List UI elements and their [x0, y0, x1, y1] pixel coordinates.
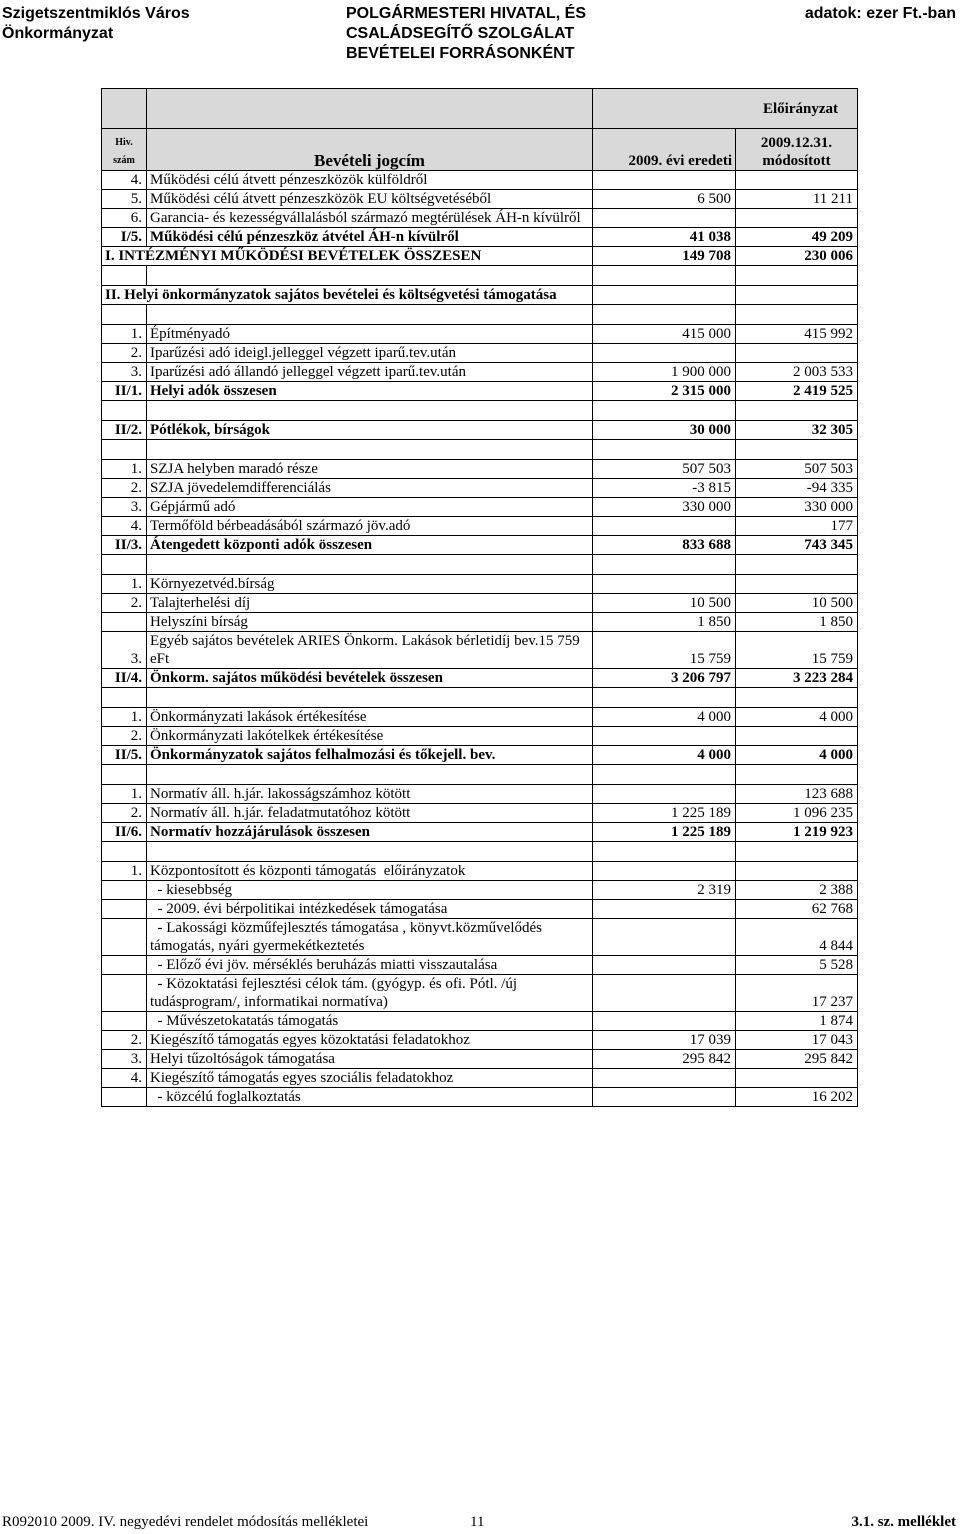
row-original-value [593, 286, 736, 305]
row-title: Pótlékok, bírságok [147, 421, 593, 440]
row-original-value [593, 862, 736, 881]
table-row [102, 785, 858, 804]
row-number: 2. [102, 344, 147, 363]
table-row [102, 708, 858, 727]
row-number: 1. [102, 575, 147, 594]
row-modified-value: 5 528 [736, 956, 858, 975]
table-row [102, 325, 858, 344]
row-title: Normatív hozzájárulások összesen [147, 823, 593, 842]
row-title: Építményadó [147, 325, 593, 344]
row-number [102, 1088, 147, 1107]
row-original-value: 1 850 [593, 613, 736, 632]
row-number: 3. [102, 498, 147, 517]
row-number [102, 401, 147, 421]
row-modified-value: 16 202 [736, 1088, 858, 1107]
header-hiv-szam: Hiv. szám [102, 129, 147, 171]
row-number [102, 919, 147, 956]
row-title [147, 401, 593, 421]
row-number: 2. [102, 1031, 147, 1050]
table-row [102, 536, 858, 555]
row-modified-value: 1 850 [736, 613, 858, 632]
table-row [102, 727, 858, 746]
row-title: Önkorm. sajátos működési bevételek összesen [147, 669, 593, 688]
row-modified-value: 17 043 [736, 1031, 858, 1050]
row-title: - Művészetokatatás támogatás [147, 1012, 593, 1031]
row-number: 2. [102, 727, 147, 746]
table-row [102, 1031, 858, 1050]
row-number [102, 440, 147, 460]
row-title: Helyi adók összesen [147, 382, 593, 401]
row-number: 6. [102, 209, 147, 228]
row-modified-value: 123 688 [736, 785, 858, 804]
row-number: 1. [102, 325, 147, 344]
row-original-value: 15 759 [593, 632, 736, 669]
table-row [102, 247, 858, 266]
row-number: 4. [102, 1069, 147, 1088]
row-original-value: 149 708 [593, 247, 736, 266]
row-original-value: 4 000 [593, 746, 736, 765]
row-number [102, 266, 147, 286]
row-title: Helyi tűzoltóságok támogatása [147, 1050, 593, 1069]
row-original-value: 2 319 [593, 881, 736, 900]
row-modified-value: 17 237 [736, 975, 858, 1012]
row-modified-value [736, 286, 858, 305]
row-title: - Előző évi jöv. mérséklés beruházás miatti visszautalása [147, 956, 593, 975]
table-row [102, 1088, 858, 1107]
row-modified-value: 295 842 [736, 1050, 858, 1069]
row-original-value: 6 500 [593, 190, 736, 209]
row-original-value: 3 206 797 [593, 669, 736, 688]
footer-annex: 3.1. sz. melléklet [851, 1514, 956, 1530]
row-number: 4. [102, 171, 147, 190]
table-row [102, 919, 858, 956]
row-number: II/3. [102, 536, 147, 555]
row-original-value [593, 401, 736, 421]
row-modified-value: 2 388 [736, 881, 858, 900]
row-number: II/4. [102, 669, 147, 688]
row-modified-value [736, 555, 858, 575]
row-original-value: 2 315 000 [593, 382, 736, 401]
row-modified-value: 1 874 [736, 1012, 858, 1031]
row-title: Kiegészítő támogatás egyes közoktatási feladatokhoz [147, 1031, 593, 1050]
row-title: Helyszíni bírság [147, 613, 593, 632]
row-original-value: 1 900 000 [593, 363, 736, 382]
row-number [102, 842, 147, 862]
row-number: II/2. [102, 421, 147, 440]
row-number: 4. [102, 517, 147, 536]
table-row [102, 975, 858, 1012]
row-modified-value: 177 [736, 517, 858, 536]
table-row [102, 632, 858, 669]
table-row [102, 479, 858, 498]
table-row [102, 344, 858, 363]
row-number: 1. [102, 862, 147, 881]
table-row [102, 862, 858, 881]
row-modified-value: 10 500 [736, 594, 858, 613]
row-number: 2. [102, 479, 147, 498]
row-modified-value: 2 003 533 [736, 363, 858, 382]
table-row [102, 765, 858, 785]
revenue-table [101, 88, 858, 1107]
row-number: I/5. [102, 228, 147, 247]
row-modified-value: 230 006 [736, 247, 858, 266]
row-original-value [593, 266, 736, 286]
row-title: Normatív áll. h.jár. feladatmutatóhoz kötött [147, 804, 593, 823]
row-modified-value: 62 768 [736, 900, 858, 919]
row-title [147, 842, 593, 862]
row-title: - kiesebbség [147, 881, 593, 900]
table-row [102, 171, 858, 190]
row-original-value [593, 344, 736, 363]
row-title: Iparűzési adó állandó jelleggel végzett iparű.tev.után [147, 363, 593, 382]
footer-page-number: 11 [470, 1514, 485, 1530]
header-title-line-1: POLGÁRMESTERI HIVATAL, ÉS [346, 5, 587, 22]
row-number: II/5. [102, 746, 147, 765]
row-title: Normatív áll. h.jár. lakosságszámhoz kötött [147, 785, 593, 804]
table-row [102, 669, 858, 688]
row-original-value [593, 919, 736, 956]
row-modified-value: 3 223 284 [736, 669, 858, 688]
row-title: I. INTÉZMÉNYI MŰKÖDÉSI BEVÉTELEK ÖSSZESEN [102, 247, 593, 266]
row-original-value [593, 765, 736, 785]
row-modified-value: 4 844 [736, 919, 858, 956]
row-original-value [593, 440, 736, 460]
row-original-value: 1 225 189 [593, 823, 736, 842]
row-modified-value [736, 401, 858, 421]
row-title: Önkormányzati lakások értékesítése [147, 708, 593, 727]
row-modified-value: 49 209 [736, 228, 858, 247]
table-row [102, 1012, 858, 1031]
table-row [102, 305, 858, 325]
row-original-value: 295 842 [593, 1050, 736, 1069]
table-row [102, 900, 858, 919]
row-original-value: -3 815 [593, 479, 736, 498]
table-row [102, 421, 858, 440]
row-original-value: 4 000 [593, 708, 736, 727]
row-original-value [593, 956, 736, 975]
row-title: Működési célú átvett pénzeszközök külföldről [147, 171, 593, 190]
row-modified-value: 2 419 525 [736, 382, 858, 401]
header-title-line-2: CSALÁDSEGÍTŐ SZOLGÁLAT [346, 25, 575, 42]
row-number [102, 956, 147, 975]
row-title: Működési célú átvett pénzeszközök EU költségvetéséből [147, 190, 593, 209]
row-title: Gépjármű adó [147, 498, 593, 517]
row-modified-value: 330 000 [736, 498, 858, 517]
row-number: 2. [102, 594, 147, 613]
row-original-value [593, 555, 736, 575]
row-number [102, 613, 147, 632]
table-row [102, 517, 858, 536]
row-title [147, 266, 593, 286]
table-row [102, 881, 858, 900]
row-title [147, 765, 593, 785]
row-modified-value [736, 862, 858, 881]
row-modified-value: 11 211 [736, 190, 858, 209]
row-number: 2. [102, 804, 147, 823]
row-number: II/6. [102, 823, 147, 842]
row-original-value: 17 039 [593, 1031, 736, 1050]
row-modified-value: 743 345 [736, 536, 858, 555]
row-modified-value [736, 171, 858, 190]
row-modified-value: 32 305 [736, 421, 858, 440]
table-row [102, 209, 858, 228]
row-title: Termőföld bérbeadásából származó jöv.adó [147, 517, 593, 536]
header-title [346, 4, 586, 64]
header-group-label: Előirányzat [593, 89, 858, 129]
table-row [102, 1050, 858, 1069]
header-unit: adatok: ezer Ft.-ban [804, 5, 956, 22]
row-title: SZJA jövedelemdifferenciálás [147, 479, 593, 498]
row-modified-value [736, 266, 858, 286]
footer-document: R092010 2009. IV. negyedévi rendelet módosítás mellékletei [2, 1514, 369, 1530]
row-title: Önkormányzatok sajátos felhalmozási és tőkejell. bev. [147, 746, 593, 765]
row-title: Iparűzési adó ideigl.jelleggel végzett iparű.tev.után [147, 344, 593, 363]
row-original-value [593, 209, 736, 228]
row-original-value [593, 785, 736, 804]
row-number: 3. [102, 632, 147, 669]
row-title [147, 688, 593, 708]
header-bevételi-jogcim: Bevételi jogcím [147, 129, 593, 171]
row-title: - Közoktatási fejlesztési célok tám. (gyógyp. és ofi. Pótl. /új tudásprogram/, informatikai normatíva) [147, 975, 593, 1012]
table-body [102, 171, 858, 1107]
header-municipality-line-2: Önkormányzat [2, 25, 114, 42]
table-row [102, 594, 858, 613]
row-title [147, 305, 593, 325]
row-number [102, 881, 147, 900]
table-row [102, 228, 858, 247]
row-modified-value [736, 842, 858, 862]
header-municipality [2, 4, 190, 44]
row-title: Környezetvéd.bírság [147, 575, 593, 594]
row-original-value: 41 038 [593, 228, 736, 247]
table-row [102, 460, 858, 479]
row-original-value [593, 975, 736, 1012]
row-title: SZJA helyben maradó része [147, 460, 593, 479]
row-modified-value: -94 335 [736, 479, 858, 498]
row-original-value [593, 1012, 736, 1031]
row-original-value [593, 688, 736, 708]
row-title: II. Helyi önkormányzatok sajátos bevételei és költségvetési támogatása [102, 286, 593, 305]
row-title: Működési célú pénzeszköz átvétel ÁH-n kívülről [147, 228, 593, 247]
row-original-value [593, 842, 736, 862]
table-row [102, 842, 858, 862]
header-original: 2009. évi eredeti [593, 129, 736, 171]
row-number: 5. [102, 190, 147, 209]
row-modified-value: 507 503 [736, 460, 858, 479]
row-modified-value: 1 096 235 [736, 804, 858, 823]
table-row [102, 498, 858, 517]
row-number [102, 555, 147, 575]
row-number: 1. [102, 460, 147, 479]
table-row [102, 401, 858, 421]
row-original-value: 330 000 [593, 498, 736, 517]
row-number [102, 1012, 147, 1031]
row-original-value [593, 575, 736, 594]
table-row [102, 382, 858, 401]
row-original-value [593, 1069, 736, 1088]
row-original-value [593, 727, 736, 746]
row-modified-value [736, 1069, 858, 1088]
row-title: - Lakossági közműfejlesztés támogatása , könyvt.közművelődés támogatás, nyári gyermekétkeztetés [147, 919, 593, 956]
row-title: Garancia- és kezességvállalásból származó megtérülések ÁH-n kívülről [147, 209, 593, 228]
row-modified-value [736, 765, 858, 785]
table-row [102, 555, 858, 575]
row-original-value [593, 1088, 736, 1107]
table-row [102, 956, 858, 975]
table-row [102, 688, 858, 708]
row-title: - 2009. évi bérpolitikai intézkedések támogatása [147, 900, 593, 919]
row-number: 3. [102, 363, 147, 382]
table-row [102, 613, 858, 632]
row-title: Talajterhelési díj [147, 594, 593, 613]
row-original-value [593, 305, 736, 325]
row-number: 1. [102, 708, 147, 727]
row-original-value [593, 171, 736, 190]
row-original-value: 1 225 189 [593, 804, 736, 823]
row-title: - közcélú foglalkoztatás [147, 1088, 593, 1107]
table-row [102, 440, 858, 460]
table-row [102, 804, 858, 823]
row-modified-value [736, 305, 858, 325]
row-modified-value [736, 209, 858, 228]
row-number [102, 688, 147, 708]
row-number: 1. [102, 785, 147, 804]
row-title [147, 555, 593, 575]
header-modified: 2009.12.31. módosított [736, 129, 858, 171]
table-row [102, 286, 858, 305]
row-title: Önkormányzati lakótelkek értékesítése [147, 727, 593, 746]
row-modified-value [736, 440, 858, 460]
row-number: II/1. [102, 382, 147, 401]
row-original-value: 507 503 [593, 460, 736, 479]
row-original-value: 415 000 [593, 325, 736, 344]
row-number: 3. [102, 1050, 147, 1069]
row-modified-value: 4 000 [736, 746, 858, 765]
row-number [102, 765, 147, 785]
row-title [147, 440, 593, 460]
row-original-value [593, 900, 736, 919]
row-modified-value [736, 344, 858, 363]
row-title: Kiegészítő támogatás egyes szociális feladatokhoz [147, 1069, 593, 1088]
row-modified-value: 4 000 [736, 708, 858, 727]
table-row [102, 190, 858, 209]
row-modified-value [736, 727, 858, 746]
row-modified-value [736, 575, 858, 594]
header-title-line-3: BEVÉTELEI FORRÁSONKÉNT [346, 45, 575, 62]
table-row [102, 746, 858, 765]
row-modified-value [736, 688, 858, 708]
table-row [102, 823, 858, 842]
row-title: Egyéb sajátos bevételek ARIES Önkorm. Lakások bérletidíj bev.15 759 eFt [147, 632, 593, 669]
row-modified-value: 15 759 [736, 632, 858, 669]
table-row [102, 575, 858, 594]
row-original-value: 833 688 [593, 536, 736, 555]
row-original-value: 30 000 [593, 421, 736, 440]
row-modified-value: 1 219 923 [736, 823, 858, 842]
table-row [102, 1069, 858, 1088]
row-original-value [593, 517, 736, 536]
header-municipality-line-1: Szigetszentmiklós Város [2, 5, 190, 22]
row-number [102, 975, 147, 1012]
row-original-value: 10 500 [593, 594, 736, 613]
row-title: Központosított és központi támogatás előirányzatok [147, 862, 593, 881]
row-title: Átengedett központi adók összesen [147, 536, 593, 555]
row-number [102, 305, 147, 325]
table-row [102, 266, 858, 286]
row-number [102, 900, 147, 919]
table-row [102, 363, 858, 382]
row-modified-value: 415 992 [736, 325, 858, 344]
